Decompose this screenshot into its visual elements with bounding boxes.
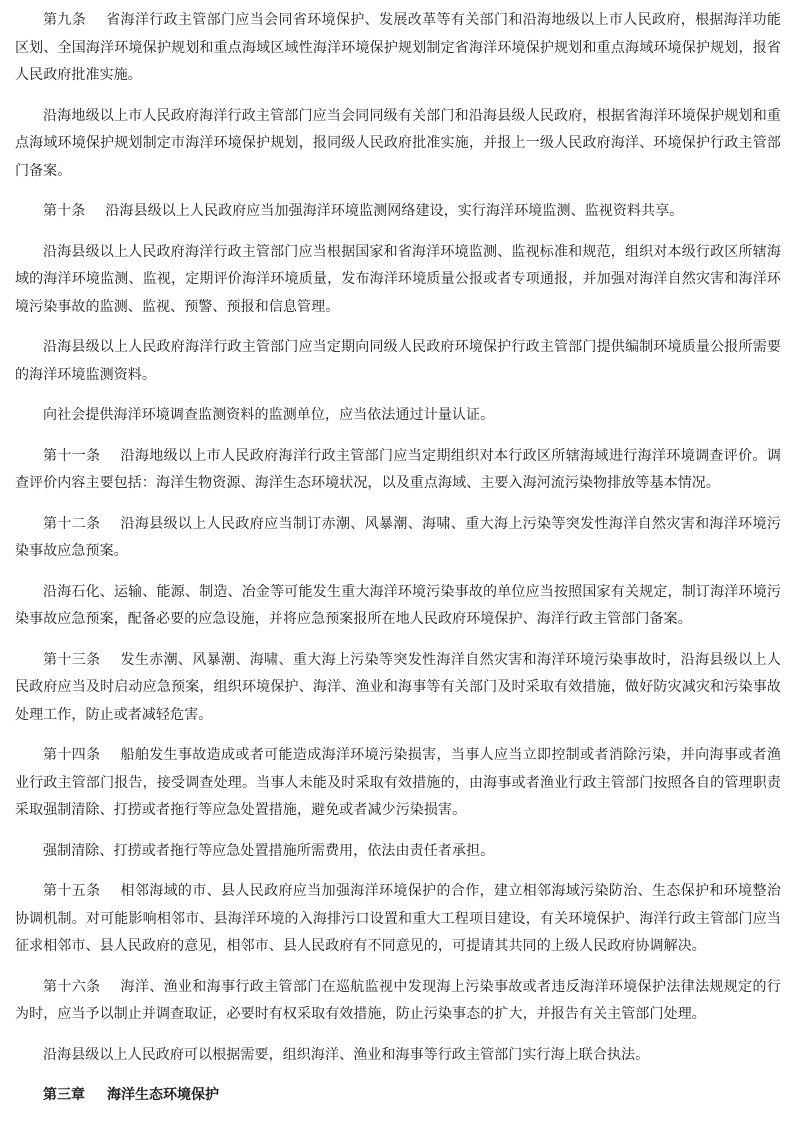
- paragraph: [15, 103, 781, 186]
- paragraph: [15, 974, 781, 1029]
- paragraph-text: 船舶发生事故造成或者可能造成海洋环境污染损害，当事人应当立即控制或者消除污染，并向海事或者渔业行政主管部门报告，接受调查处理。当事人未能及时采取有效措施的，由海事或者渔业行政主管部门按照各自的管理职责采取强制清除、打捞或者拖行等应急处置措施，避免或者减少污染损害。: [15, 747, 781, 818]
- chapter-number: 第三章: [43, 1087, 85, 1103]
- paragraph: [15, 511, 781, 566]
- paragraph-text: 发生赤潮、风暴潮、海啸、重大海上污染等突发性海洋自然灾害和海洋环境污染事故时，沿海县级以上人民政府应当及时启动应急预案，组织环境保护、海洋、渔业和海事等有关部门及时采取有效措施，做好防灾减灾和污染事故处理工作，防止或者减轻危害。: [15, 651, 781, 723]
- paragraph: [15, 579, 781, 634]
- regulation-body: [15, 7, 781, 1069]
- paragraph-text: 省海洋行政主管部门应当会同省环境保护、发展改革等有关部门和沿海地级以上市人民政府，根据海洋功能区划、全国海洋环境保护规划和重点海域区域性海洋环境保护规划制定省海洋环境保护规划和重点海域环境保护规划，报省人民政府批准实施。: [15, 12, 781, 83]
- paragraph-text: 沿海石化、运输、能源、制造、冶金等可能发生重大海洋环境污染事故的单位应当按照国家有关规定，制订海洋环境污染事故应急预案，配备必要的应急设施，并将应急预案报所在地人民政府环境保护、海洋行政主管部门备案。: [15, 583, 781, 627]
- chapter-title: 海洋生态环境保护: [107, 1087, 219, 1103]
- paragraph: [15, 1042, 781, 1070]
- paragraph-text: 沿海县级以上人民政府应当加强海洋环境监测网络建设，实行海洋环境监测、监视资料共享。: [105, 203, 684, 219]
- paragraph: [15, 7, 781, 90]
- article-number: 第十二条: [43, 515, 101, 532]
- article-number: 第十六条: [43, 978, 101, 995]
- paragraph: [15, 878, 781, 961]
- article-number: 第十四条: [43, 747, 101, 763]
- paragraph: [15, 334, 781, 389]
- paragraph: [15, 402, 781, 430]
- paragraph: [15, 647, 781, 730]
- paragraph: [15, 443, 781, 498]
- paragraph-text: 海洋、渔业和海事行政主管部门在巡航监视中发现海上污染事故或者违反海洋环境保护法律法规规定的行为时，应当予以制止并调查取证，必要时有权采取有效措施，防止污染事态的扩大，并报告有关主管部门处理。: [15, 978, 781, 1022]
- article-number: 第十一条: [43, 447, 101, 464]
- article-number: 第十五条: [43, 883, 101, 899]
- paragraph-text: 沿海县级以上人民政府海洋行政主管部门应当根据国家和省海洋环境监测、监视标准和规范，组织对本级行政区所辖海域的海洋环境监测、监视，定期评价海洋环境质量，发布海洋环境质量公报或者专项通报，并加强对海洋自然灾害和海洋环境污染事故的监测、监视、预警、预报和信息管理。: [15, 243, 781, 315]
- paragraph-text: 沿海县级以上人民政府应当制订赤潮、风暴潮、海啸、重大海上污染等突发性海洋自然灾害和海洋环境污染事故应急预案。: [15, 515, 781, 559]
- paragraph-text: 沿海地级以上市人民政府海洋行政主管部门应当会同同级有关部门和沿海县级人民政府，根据省海洋环境保护规划和重点海域环境保护规划制定市海洋环境保护规划，报同级人民政府批准实施，并报上一级人民政府海洋、环境保护行政主管部门备案。: [15, 107, 781, 179]
- article-number: 第十三条: [43, 651, 101, 668]
- paragraph: [15, 742, 781, 825]
- paragraph-text: 向社会提供海洋环境调查监测资料的监测单位，应当依法通过计量认证。: [43, 407, 495, 423]
- article-number: 第九条: [43, 12, 87, 28]
- paragraph: [15, 239, 781, 322]
- paragraph: [15, 838, 781, 866]
- paragraph-text: 强制清除、打捞或者拖行等应急处置措施所需费用，依法由责任者承担。: [43, 842, 495, 859]
- paragraph-text: 沿海县级以上人民政府可以根据需要，组织海洋、渔业和海事等行政主管部门实行海上联合执法。: [43, 1046, 650, 1063]
- paragraph-text: 沿海地级以上市人民政府海洋行政主管部门应当定期组织对本行政区所辖海域进行海洋环境调查评价。调查评价内容主要包括：海洋生物资源、海洋生态环境状况，以及重点海域、主要入海河流污染物排放等基本情况。: [15, 447, 781, 491]
- paragraph: [15, 198, 781, 226]
- chapter-heading: [15, 1082, 781, 1110]
- paragraph-text: 相邻海域的市、县人民政府应当加强海洋环境保护的合作，建立相邻海域污染防治、生态保护和环境整治协调机制。对可能影响相邻市、县海洋环境的入海排污口设置和重大工程项目建设，有关环境保护、海洋行政主管部门应当征求相邻市、县人民政府的意见，相邻市、县人民政府有不同意见的，可提请其共同的上级人民政府协调解决。: [15, 883, 781, 954]
- article-number: 第十条: [43, 203, 86, 219]
- paragraph-text: 沿海县级以上人民政府海洋行政主管部门应当定期向同级人民政府环境保护行政主管部门提供编制环境质量公报所需要的海洋环境监测资料。: [15, 339, 781, 383]
